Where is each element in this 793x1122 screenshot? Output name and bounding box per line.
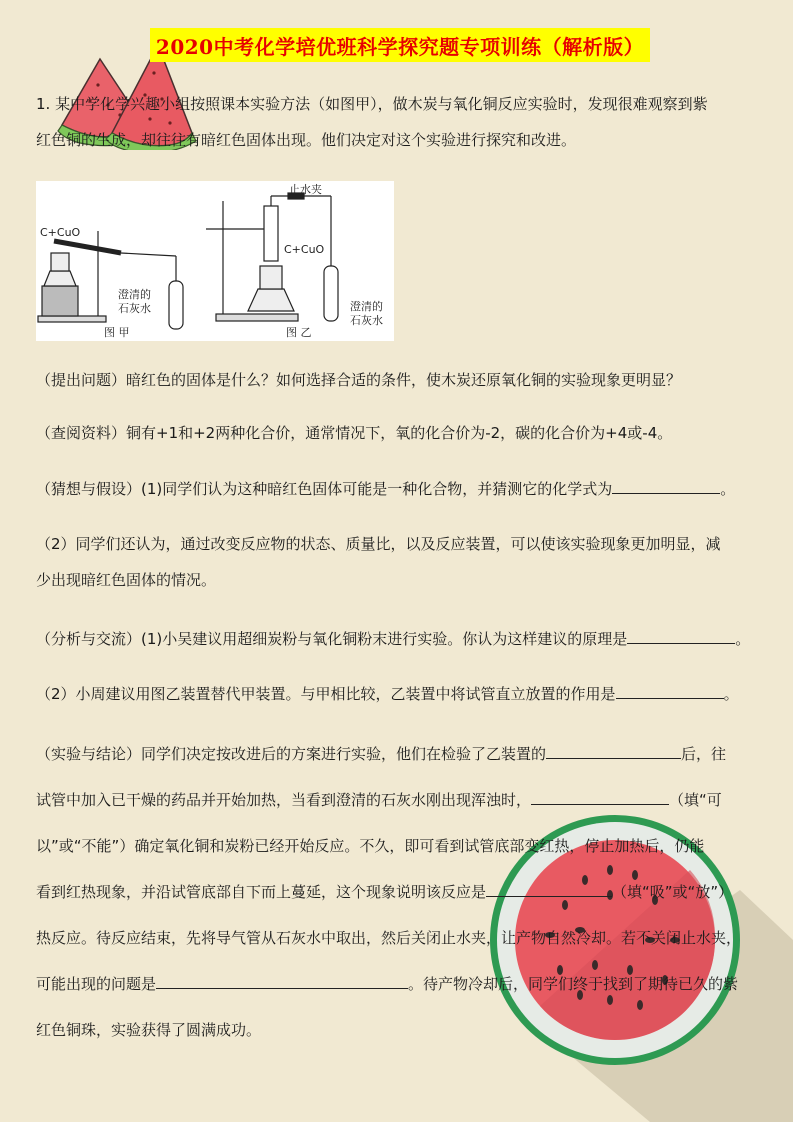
conclusion-line-4-end: （填“吸”或“放”） — [612, 883, 734, 901]
answer-blank-can-or-not[interactable] — [531, 786, 669, 805]
question-number: 1. — [36, 95, 51, 113]
conclusion-line-1-end: 后，往 — [681, 745, 727, 763]
analysis-1-end: 。 — [735, 630, 751, 648]
intro-line-2: 红色铜的生成，却往往有暗红色固体出现。他们决定对这个实验进行探究和改进。 — [36, 131, 577, 149]
conclusion-line-2-end: （填“可 — [669, 791, 722, 809]
title-highlight — [150, 28, 650, 62]
conclusion-line-6: 可能出现的问题是 — [36, 975, 157, 993]
jia-reactant-label: C+CuO — [40, 226, 81, 239]
conclusion-line-1: （实验与结论）同学们决定按改进后的方案进行实验，他们在检验了乙装置的 — [36, 745, 547, 763]
hypothesis-2-line-2: 少出现暗红色固体的情况。 — [36, 571, 217, 589]
intro-line-1: 某中学化学兴趣小组按照课本实验方法（如图甲），做木炭与氧化铜反应实验时，发现很难观察到紫 — [55, 95, 708, 113]
answer-blank-heat-type[interactable] — [486, 878, 612, 897]
yi-limewater-label-2: 石灰水 — [350, 314, 383, 327]
page-title: 2020中考化学培优班科学探究题专项训练（解析版） — [155, 34, 645, 59]
hypothesis-2-line-1: （2）同学们还认为，通过改变反应物的状态、质量比，以及反应装置，可以使该实验现象更加明显，减 — [36, 535, 721, 553]
hypothesis-2 — [36, 526, 776, 598]
analysis-2-end: 。 — [723, 685, 739, 703]
analysis-1 — [36, 621, 776, 657]
apparatus-diagram — [36, 181, 394, 341]
experiment-conclusion — [36, 731, 776, 1053]
analysis-2 — [36, 676, 776, 712]
apparatus-figure — [36, 181, 394, 341]
yi-limewater-label-1: 澄清的 — [350, 300, 383, 313]
conclusion-line-7: 红色铜珠，实验获得了圆满成功。 — [36, 1021, 262, 1039]
answer-blank-principle[interactable] — [627, 625, 735, 644]
question-intro — [36, 86, 776, 158]
answer-blank-airtightness[interactable] — [546, 740, 681, 759]
conclusion-line-2: 试管中加入已干燥的药品并开始加热，当看到澄清的石灰水刚出现浑浊时， — [36, 791, 532, 809]
analysis-1-text: （分析与交流）(1)小吴建议用超细炭粉与氧化铜粉末进行实验。你认为这样建议的原理是 — [36, 630, 628, 648]
jia-limewater-label-2: 石灰水 — [118, 302, 151, 315]
jia-caption: 图 甲 — [104, 326, 130, 339]
yi-reactant-label: C+CuO — [284, 243, 325, 256]
jia-limewater-label-1: 澄清的 — [118, 288, 151, 301]
conclusion-line-3: 以”或“不能”）确定氧化铜和炭粉已经开始反应。不久，即可看到试管底部变红热，停止加热后，仍能 — [36, 837, 705, 855]
conclusion-line-5: 热反应。待反应结束，先将导气管从石灰水中取出，然后关闭止水夹，让产物自然冷却。若不关闭止水夹， — [36, 929, 742, 947]
conclusion-line-4: 看到红热现象，并沿试管底部自下而上蔓延，这个现象说明该反应是 — [36, 883, 487, 901]
answer-blank-purpose[interactable] — [616, 680, 724, 699]
analysis-2-text: （2）小周建议用图乙装置替代甲装置。与甲相比较，乙装置中将试管直立放置的作用是 — [36, 685, 616, 703]
answer-blank-problem[interactable] — [156, 970, 408, 989]
hypothesis-1-end: 。 — [720, 480, 736, 498]
hypothesis-1 — [36, 471, 776, 507]
yi-clamp-label: 止水夹 — [289, 183, 322, 196]
raise-question: （提出问题）暗红色的固体是什么？如何选择合适的条件，使木炭还原氧化铜的实验现象更明显？ — [36, 371, 682, 389]
references: （查阅资料）铜有+1和+2两种化合价，通常情况下，氧的化合价为-2，碳的化合价为+4或-4。 — [36, 424, 673, 442]
conclusion-line-6-end: 。待产物冷却后，同学们终于找到了期待已久的紫 — [408, 975, 739, 993]
answer-blank-formula[interactable] — [612, 475, 720, 494]
yi-caption: 图 乙 — [286, 326, 312, 339]
hypothesis-1-text: （猜想与假设）(1)同学们认为这种暗红色固体可能是一种化合物，并猜测它的化学式为 — [36, 480, 613, 498]
